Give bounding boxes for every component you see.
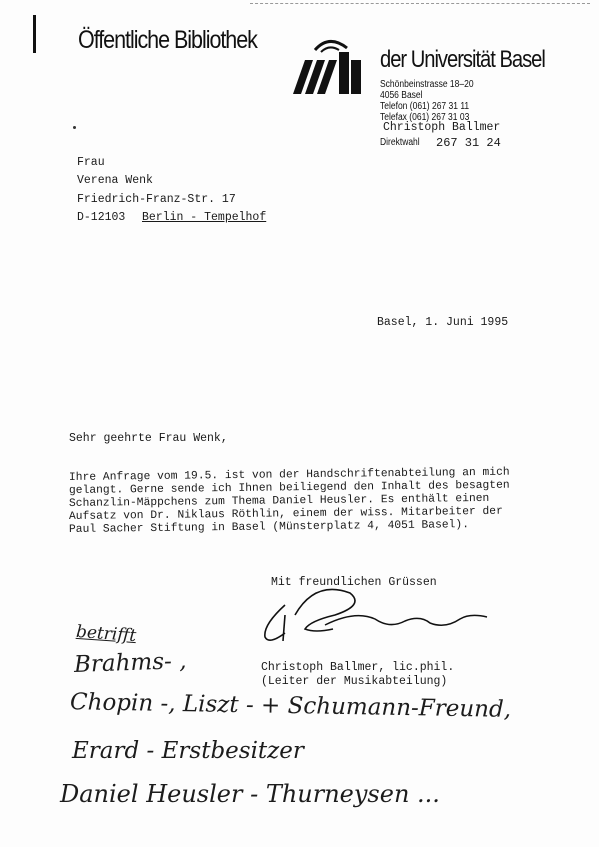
handwritten-note-3: Chopin -, Liszt - + Schumann-Freund,	[69, 689, 512, 723]
handwritten-note-5: Daniel Heusler - Thurneysen ...	[60, 780, 440, 808]
closing: Mit freundlichen Grüssen	[271, 576, 437, 589]
scan-edge-line	[250, 3, 590, 4]
telefon-line: Telefon (061) 267 31 11	[380, 101, 470, 112]
recipient-salutation: Frau	[77, 156, 105, 169]
address-city: 4056 Basel	[380, 90, 423, 101]
telefax-line: Telefax (061) 267 31 03	[380, 112, 470, 123]
handwritten-note-2: Brahms- ,	[73, 648, 187, 678]
direktwahl-label: Direktwahl	[380, 137, 420, 148]
handwritten-note-4: Erard - Erstbesitzer	[72, 738, 304, 764]
handwritten-signature	[255, 585, 495, 650]
library-name-left: Öffentliche Bibliothek	[78, 26, 257, 54]
greeting: Sehr geehrte Frau Wenk,	[69, 432, 228, 445]
punch-mark	[33, 15, 36, 53]
recipient-postcode: D-12103	[77, 211, 126, 224]
sender-name-typed: Christoph Ballmer	[383, 121, 501, 134]
letter-date: Basel, 1. Juni 1995	[377, 316, 509, 329]
library-name-right: der Universität Basel	[380, 46, 545, 73]
address-street: Schönbeinstrasse 18–20	[380, 79, 474, 90]
signatory-name: Christoph Ballmer, lic.phil.	[261, 661, 455, 674]
library-logo	[285, 36, 375, 98]
body-line-2: gelangt. Gerne sende ich Ihnen beiliegend den Inhalt des besagten	[68, 479, 510, 497]
scan-speck	[73, 126, 76, 129]
recipient-city: Berlin - Tempelhof	[142, 211, 267, 224]
body-line-3: Schanzlin-Mäppchens zum Thema Daniel Heusler. Es enthält einen	[68, 492, 490, 510]
body-line-5: Paul Sacher Stiftung in Basel (Münsterplatz 4, 4051 Basel).	[68, 519, 470, 536]
direktwahl-number: 267 31 24	[436, 136, 501, 150]
recipient-name: Verena Wenk	[77, 174, 153, 187]
signatory-title: (Leiter der Musikabteilung)	[261, 675, 448, 688]
handwritten-note-1: betrifft	[75, 621, 137, 647]
body-line-4: Aufsatz von Dr. Niklaus Röthlin, einem der wiss. Mitarbeiter der	[68, 505, 503, 523]
recipient-street: Friedrich-Franz-Str. 17	[77, 193, 236, 206]
body-line-1: Ihre Anfrage vom 19.5. ist von der Handschriftenabteilung an mich	[68, 466, 510, 484]
